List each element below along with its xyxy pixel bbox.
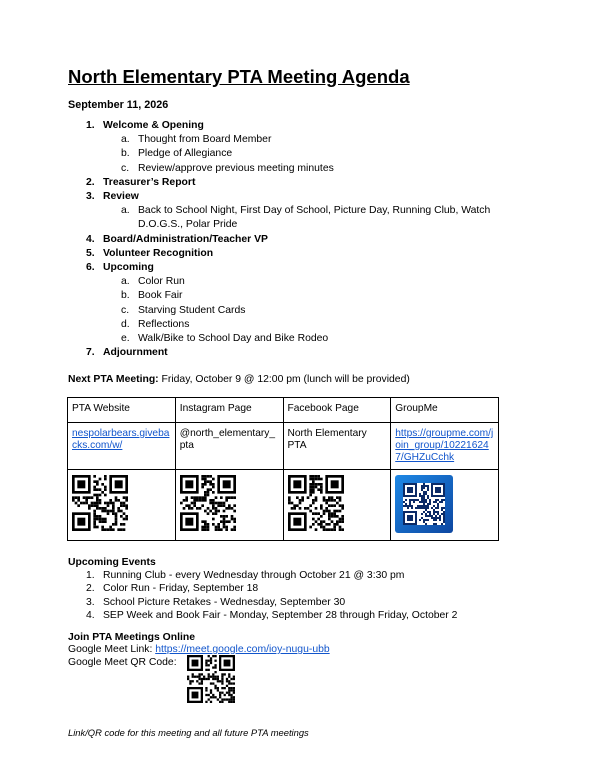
meet-link-line [68, 644, 548, 657]
event-item [86, 582, 548, 595]
instagram-qr-code-icon [180, 475, 236, 531]
agenda-subitem [121, 332, 526, 346]
agenda-subitem-label: Review/approve previous meeting minutes [138, 162, 334, 174]
agenda-item-label: Upcoming [103, 262, 154, 274]
facebook-qr-code-icon [288, 475, 344, 531]
next-meeting [68, 374, 410, 385]
agenda-item [86, 247, 526, 261]
agenda-item-number: 4. [86, 233, 95, 245]
agenda-subitem [121, 162, 526, 176]
links-table-value-row [68, 423, 499, 470]
agenda-item-label: Review [103, 191, 139, 203]
google-meet-qr-code-icon [187, 655, 235, 703]
agenda-item-number: 2. [86, 176, 95, 188]
pta-website-link[interactable]: nespolarbears.givebacks.com/w/ [72, 428, 170, 451]
agenda-item [86, 176, 526, 190]
groupme-link[interactable]: https://groupme.com/join_group/102216247/GHZuCchk [395, 428, 494, 463]
upcoming-events-section [68, 556, 548, 622]
agenda-subitem-letter: b. [121, 290, 130, 302]
agenda-item-number: 5. [86, 247, 95, 259]
agenda-subitem-label: Pledge of Allegiance [138, 148, 233, 160]
next-meeting-value: Friday, October 9 @ 12:00 pm (lunch will be provided) [161, 374, 410, 385]
event-item [86, 569, 548, 582]
upcoming-events-title: Upcoming Events [68, 557, 156, 568]
agenda-item [86, 190, 526, 204]
event-item [86, 596, 548, 609]
website-qr-code-icon [72, 475, 128, 531]
agenda-subitem-label: Starving Student Cards [138, 304, 246, 316]
join-online-title: Join PTA Meetings Online [68, 632, 196, 643]
agenda-subitem-label: Reflections [138, 318, 190, 330]
header-pta-website: PTA Website [68, 398, 176, 423]
agenda-item [86, 119, 526, 133]
agenda-subitem-label: Walk/Bike to School Day and Bike Rodeo [138, 333, 329, 345]
agenda-item-label: Welcome & Opening [103, 120, 204, 131]
agenda-subitem-letter: d. [121, 318, 130, 330]
google-meet-link[interactable]: https://meet.google.com/ioy-nugu-ubb [155, 644, 330, 655]
agenda-subitem [121, 289, 526, 303]
agenda-subitem-label: Thought from Board Member [138, 134, 272, 146]
meeting-date: September 11, 2026 [68, 99, 169, 111]
agenda-subitem-letter: b. [121, 148, 130, 160]
groupme-qr-icon [395, 475, 453, 533]
agenda-subitem [121, 304, 526, 318]
event-label: School Picture Retakes - Wednesday, September 30 [103, 596, 346, 608]
links-table [67, 397, 499, 541]
agenda-subitem-letter: c. [121, 162, 130, 174]
document-title: North Elementary PTA Meeting Agenda [68, 66, 410, 87]
header-instagram: Instagram Page [175, 398, 283, 423]
instagram-handle: @north_elementary_pta [179, 428, 276, 451]
facebook-page-name: North Elementary PTA [287, 428, 367, 451]
event-label: SEP Week and Book Fair - Monday, September 28 through Friday, October 2 [103, 609, 458, 621]
agenda-subitem-label: Book Fair [138, 290, 183, 302]
event-number: 4. [86, 609, 95, 621]
agenda-list [86, 119, 526, 360]
event-label: Color Run - Friday, September 18 [103, 583, 259, 595]
agenda-subitem [121, 133, 526, 147]
agenda-subitem-letter: a. [121, 276, 130, 288]
header-facebook: Facebook Page [283, 398, 391, 423]
agenda-item-label: Adjournment [103, 347, 168, 359]
agenda-subitem-letter: a. [121, 134, 130, 146]
agenda-item-label: Board/Administration/Teacher VP [103, 233, 268, 245]
agenda-item [86, 346, 526, 360]
meet-link-label: Google Meet Link: [68, 644, 153, 655]
agenda-item [86, 261, 526, 275]
agenda-subitem-letter: e. [121, 333, 130, 345]
agenda-item [86, 233, 526, 247]
agenda-item-number: 1. [86, 120, 95, 131]
agenda-item-label: Volunteer Recognition [103, 247, 214, 259]
agenda-subitem [121, 147, 526, 161]
agenda-item-number: 3. [86, 191, 95, 203]
upcoming-events-list [68, 569, 548, 622]
agenda-subitem-label: Back to School Night, First Day of School, Picture Day, Running Club, Watch D.O.G.S., Polar Pride [138, 205, 491, 231]
join-online-section [68, 631, 548, 669]
agenda-item-label: Treasurer’s Report [103, 176, 196, 188]
event-number: 3. [86, 596, 95, 608]
agenda-subitem [121, 318, 526, 332]
links-table-qr-row [68, 470, 499, 541]
agenda-item-number: 6. [86, 262, 95, 274]
links-table-header-row [68, 398, 499, 423]
event-label: Running Club - every Wednesday through October 21 @ 3:30 pm [103, 570, 405, 581]
agenda-item-number: 7. [86, 347, 95, 359]
groupme-qr-code-icon [403, 483, 445, 525]
meet-qr-label: Google Meet QR Code: [68, 656, 177, 668]
agenda-subitem [121, 204, 526, 232]
event-number: 1. [86, 570, 95, 581]
agenda-subitem-label: Color Run [138, 276, 185, 288]
agenda-subitem-letter: c. [121, 304, 130, 316]
agenda-subitem-letter: a. [121, 205, 130, 217]
agenda-subitem [121, 275, 526, 289]
event-number: 2. [86, 583, 95, 595]
footnote: Link/QR code for this meeting and all future PTA meetings [68, 727, 309, 738]
header-groupme: GroupMe [391, 398, 499, 423]
event-item [86, 609, 548, 622]
next-meeting-label: Next PTA Meeting: [68, 374, 159, 385]
